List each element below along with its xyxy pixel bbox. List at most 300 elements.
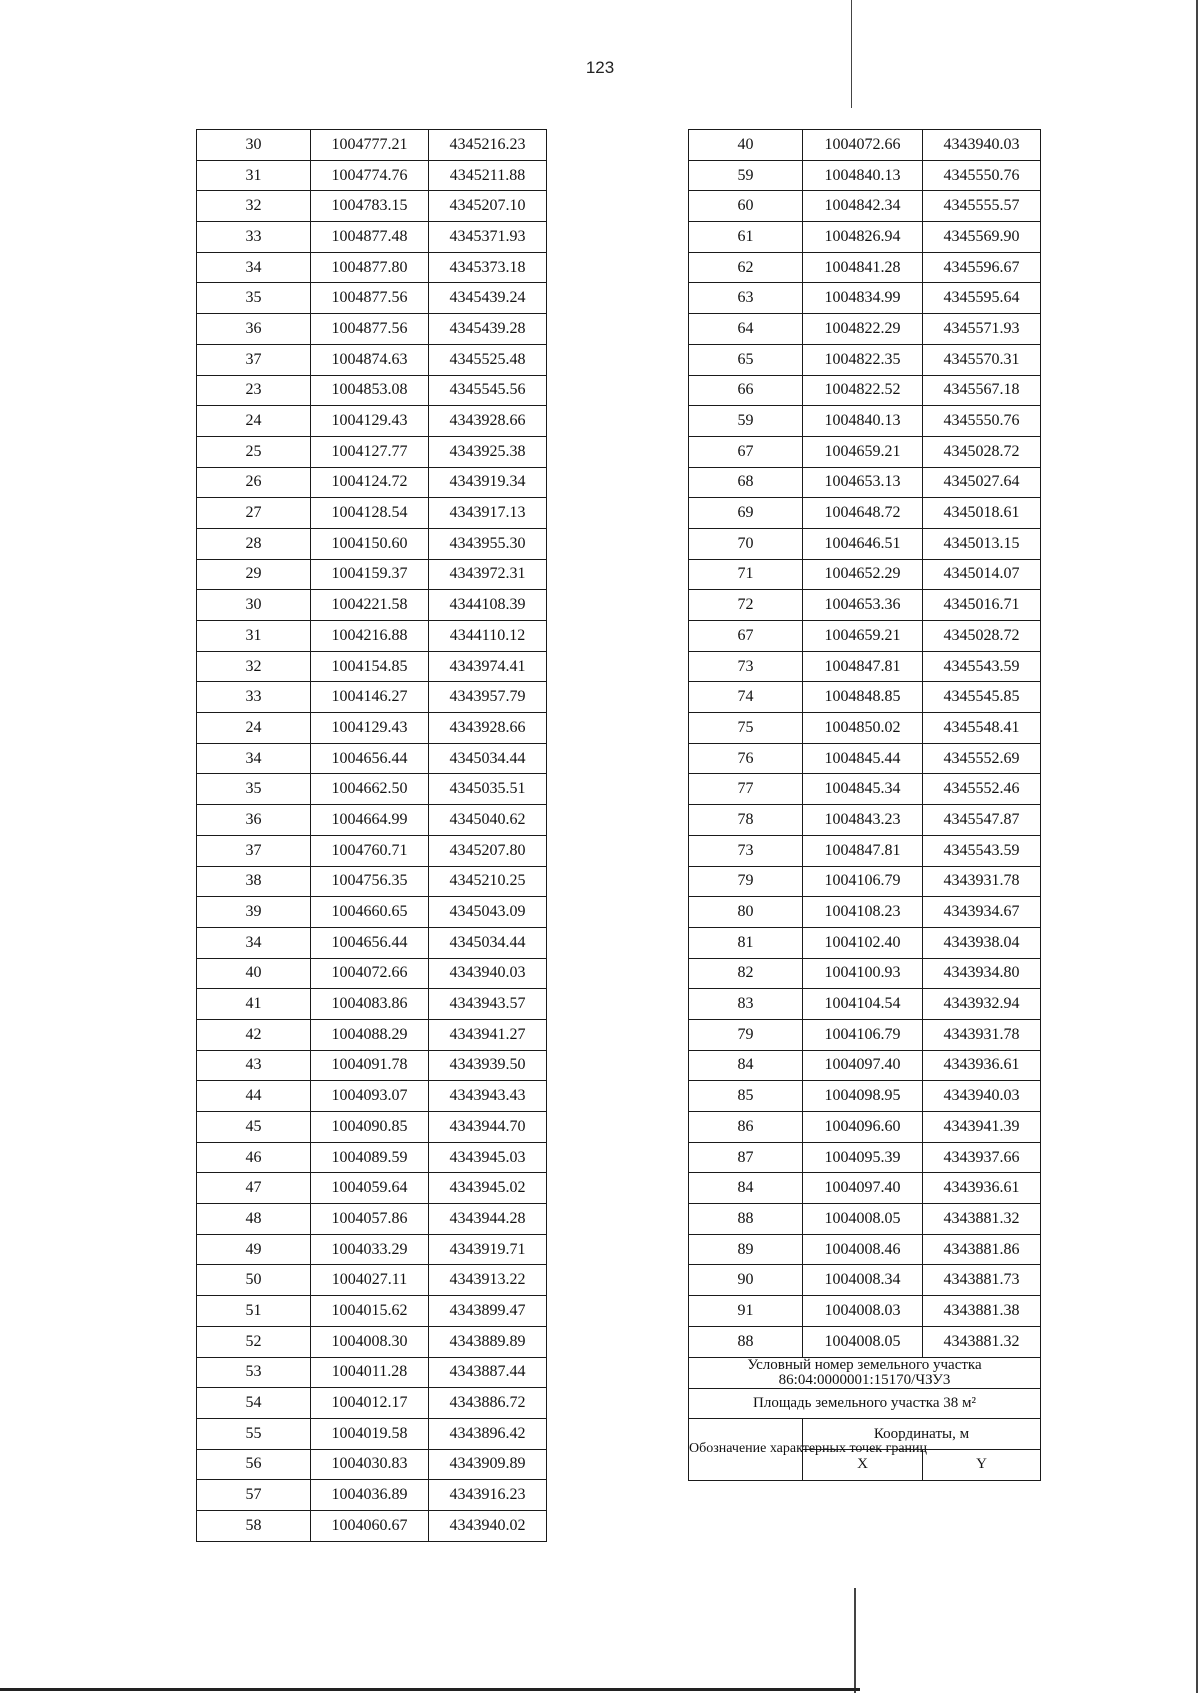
x-coordinate-cell: 1004097.40	[803, 1173, 923, 1204]
designation-header: Обозначение характерных точек границ	[689, 1419, 803, 1480]
x-coordinate-cell: 1004096.60	[803, 1112, 923, 1143]
y-coordinate-cell: 4345013.15	[923, 528, 1041, 559]
x-coordinate-cell: 1004095.39	[803, 1142, 923, 1173]
y-coordinate-cell: 4345043.09	[429, 897, 547, 928]
x-coordinate-cell: 1004822.35	[803, 344, 923, 375]
table-row	[689, 1265, 1041, 1296]
y-coordinate-cell: 4345545.56	[429, 375, 547, 406]
table-row	[197, 252, 547, 283]
point-number-cell: 79	[689, 1019, 803, 1050]
plot-area-cell: Площадь земельного участка 38 м²	[689, 1388, 1041, 1419]
point-number-cell: 55	[197, 1418, 311, 1449]
y-coordinate-cell: 4345571.93	[923, 314, 1041, 345]
x-coordinate-cell: 1004847.81	[803, 651, 923, 682]
point-number-cell: 35	[197, 283, 311, 314]
x-coordinate-cell: 1004648.72	[803, 498, 923, 529]
point-number-cell: 60	[689, 191, 803, 222]
y-coordinate-cell: 4345210.25	[429, 866, 547, 897]
x-coordinate-cell: 1004008.03	[803, 1296, 923, 1327]
x-coordinate-cell: 1004019.58	[311, 1418, 429, 1449]
table-row	[689, 1142, 1041, 1173]
y-coordinate-cell: 4343941.39	[923, 1112, 1041, 1143]
y-coordinate-cell: 4343916.23	[429, 1480, 547, 1511]
page-number: 123	[585, 58, 615, 77]
x-coordinate-cell: 1004129.43	[311, 406, 429, 437]
point-number-cell: 35	[197, 774, 311, 805]
y-coordinate-cell: 4343940.03	[923, 130, 1041, 161]
point-number-cell: 90	[689, 1265, 803, 1296]
y-coordinate-cell: 4343955.30	[429, 528, 547, 559]
y-coordinate-cell: 4343936.61	[923, 1173, 1041, 1204]
point-number-cell: 62	[689, 252, 803, 283]
point-number-cell: 36	[197, 314, 311, 345]
x-coordinate-cell: 1004822.52	[803, 375, 923, 406]
x-coordinate-cell: 1004089.59	[311, 1142, 429, 1173]
table-row	[197, 805, 547, 836]
table-row	[197, 406, 547, 437]
table-row	[689, 621, 1041, 652]
x-coordinate-cell: 1004030.83	[311, 1449, 429, 1480]
y-coordinate-cell: 4343937.66	[923, 1142, 1041, 1173]
x-coordinate-cell: 1004877.56	[311, 283, 429, 314]
y-coordinate-cell: 4345555.57	[923, 191, 1041, 222]
table-row	[689, 927, 1041, 958]
plot-area-row	[689, 1388, 1041, 1419]
y-coordinate-cell: 4345034.44	[429, 743, 547, 774]
scan-bottom-edge	[0, 1688, 860, 1691]
scan-margin-line	[1196, 0, 1198, 1693]
point-number-cell: 66	[689, 375, 803, 406]
x-coordinate-cell: 1004012.17	[311, 1388, 429, 1419]
y-coordinate-cell: 4345567.18	[923, 375, 1041, 406]
table-row	[689, 1204, 1041, 1235]
x-coordinate-cell: 1004850.02	[803, 713, 923, 744]
x-coordinate-cell: 1004100.93	[803, 958, 923, 989]
table-row	[197, 1112, 547, 1143]
y-coordinate-cell: 4343939.50	[429, 1050, 547, 1081]
y-coordinate-cell: 4343943.57	[429, 989, 547, 1020]
scan-margin-line	[851, 0, 852, 108]
table-row	[689, 314, 1041, 345]
y-coordinate-cell: 4344108.39	[429, 590, 547, 621]
table-row	[689, 467, 1041, 498]
table-row	[689, 1112, 1041, 1143]
y-coordinate-cell: 4343881.38	[923, 1296, 1041, 1327]
y-coordinate-cell: 4345543.59	[923, 651, 1041, 682]
y-coordinate-cell: 4343925.38	[429, 436, 547, 467]
table-row	[197, 927, 547, 958]
table-row	[689, 1173, 1041, 1204]
point-number-cell: 75	[689, 713, 803, 744]
x-coordinate-cell: 1004008.34	[803, 1265, 923, 1296]
y-coordinate-cell: 4345014.07	[923, 559, 1041, 590]
x-header: X	[803, 1449, 923, 1480]
x-coordinate-cell: 1004150.60	[311, 528, 429, 559]
table-row	[689, 1081, 1041, 1112]
x-coordinate-cell: 1004653.13	[803, 467, 923, 498]
y-coordinate-cell: 4343931.78	[923, 1019, 1041, 1050]
y-coordinate-cell: 4343913.22	[429, 1265, 547, 1296]
point-number-cell: 46	[197, 1142, 311, 1173]
table-row	[197, 743, 547, 774]
table-row	[197, 498, 547, 529]
point-number-cell: 67	[689, 436, 803, 467]
x-coordinate-cell: 1004826.94	[803, 222, 923, 253]
point-number-cell: 91	[689, 1296, 803, 1327]
point-number-cell: 33	[197, 222, 311, 253]
table-row	[689, 160, 1041, 191]
plot-number-value: 86:04:0000001:15170/ЧЗУ3	[778, 1371, 951, 1388]
point-number-cell: 47	[197, 1173, 311, 1204]
x-coordinate-cell: 1004834.99	[803, 283, 923, 314]
table-row	[197, 344, 547, 375]
point-number-cell: 69	[689, 498, 803, 529]
point-number-cell: 34	[197, 252, 311, 283]
y-coordinate-cell: 4345371.93	[429, 222, 547, 253]
y-coordinate-cell: 4343943.43	[429, 1081, 547, 1112]
x-coordinate-cell: 1004072.66	[311, 958, 429, 989]
x-coordinate-cell: 1004060.67	[311, 1510, 429, 1541]
x-coordinate-cell: 1004840.13	[803, 160, 923, 191]
plot-number-cell	[689, 1357, 1041, 1388]
table-row	[197, 1019, 547, 1050]
table-row	[689, 528, 1041, 559]
x-coordinate-cell: 1004853.08	[311, 375, 429, 406]
y-coordinate-cell: 4343972.31	[429, 559, 547, 590]
x-coordinate-cell: 1004760.71	[311, 835, 429, 866]
y-coordinate-cell: 4343940.03	[429, 958, 547, 989]
y-coordinate-cell: 4345543.59	[923, 835, 1041, 866]
x-coordinate-cell: 1004664.99	[311, 805, 429, 836]
x-coordinate-cell: 1004877.56	[311, 314, 429, 345]
table-row	[689, 1326, 1041, 1357]
point-number-cell: 65	[689, 344, 803, 375]
point-number-cell: 31	[197, 621, 311, 652]
table-row	[689, 989, 1041, 1020]
table-row	[197, 559, 547, 590]
table-row	[197, 467, 547, 498]
y-coordinate-cell: 4344110.12	[429, 621, 547, 652]
point-number-cell: 85	[689, 1081, 803, 1112]
y-coordinate-cell: 4345028.72	[923, 621, 1041, 652]
y-coordinate-cell: 4343919.34	[429, 467, 547, 498]
y-coordinate-cell: 4343931.78	[923, 866, 1041, 897]
point-number-cell: 24	[197, 713, 311, 744]
point-number-cell: 37	[197, 835, 311, 866]
y-coordinate-cell: 4345550.76	[923, 160, 1041, 191]
point-number-cell: 40	[689, 130, 803, 161]
point-number-cell: 36	[197, 805, 311, 836]
table-row	[197, 866, 547, 897]
y-coordinate-cell: 4343944.28	[429, 1204, 547, 1235]
x-coordinate-cell: 1004008.46	[803, 1234, 923, 1265]
y-coordinate-cell: 4345596.67	[923, 252, 1041, 283]
point-number-cell: 71	[689, 559, 803, 590]
x-coordinate-cell: 1004843.23	[803, 805, 923, 836]
header-row	[689, 1419, 1041, 1450]
x-coordinate-cell: 1004848.85	[803, 682, 923, 713]
point-number-cell: 61	[689, 222, 803, 253]
coordinates-table-left	[196, 129, 547, 1542]
table-row	[197, 774, 547, 805]
table-row	[197, 1050, 547, 1081]
point-number-cell: 58	[197, 1510, 311, 1541]
y-coordinate-cell: 4343909.89	[429, 1449, 547, 1480]
table-row	[197, 835, 547, 866]
y-coordinate-cell: 4343881.32	[923, 1326, 1041, 1357]
table-row	[197, 1142, 547, 1173]
y-coordinate-cell: 4345018.61	[923, 498, 1041, 529]
x-coordinate-cell: 1004146.27	[311, 682, 429, 713]
point-number-cell: 64	[689, 314, 803, 345]
y-coordinate-cell: 4343928.66	[429, 406, 547, 437]
table-row	[197, 897, 547, 928]
table-row	[689, 835, 1041, 866]
x-coordinate-cell: 1004015.62	[311, 1296, 429, 1327]
table-row	[197, 436, 547, 467]
x-coordinate-cell: 1004008.05	[803, 1204, 923, 1235]
x-coordinate-cell: 1004106.79	[803, 1019, 923, 1050]
point-number-cell: 81	[689, 927, 803, 958]
y-coordinate-cell: 4345525.48	[429, 344, 547, 375]
x-coordinate-cell: 1004124.72	[311, 467, 429, 498]
y-coordinate-cell: 4345550.76	[923, 406, 1041, 437]
point-number-cell: 52	[197, 1326, 311, 1357]
scan-margin-line	[854, 1588, 856, 1693]
point-number-cell: 37	[197, 344, 311, 375]
point-number-cell: 84	[689, 1050, 803, 1081]
table-row	[689, 743, 1041, 774]
point-number-cell: 24	[197, 406, 311, 437]
x-coordinate-cell: 1004774.76	[311, 160, 429, 191]
y-coordinate-cell: 4343938.04	[923, 927, 1041, 958]
table-row	[197, 1296, 547, 1327]
y-coordinate-cell: 4343919.71	[429, 1234, 547, 1265]
point-number-cell: 72	[689, 590, 803, 621]
point-number-cell: 74	[689, 682, 803, 713]
table-row	[689, 805, 1041, 836]
point-number-cell: 38	[197, 866, 311, 897]
x-coordinate-cell: 1004221.58	[311, 590, 429, 621]
y-coordinate-cell: 4343941.27	[429, 1019, 547, 1050]
y-coordinate-cell: 4343881.73	[923, 1265, 1041, 1296]
y-coordinate-cell: 4343917.13	[429, 498, 547, 529]
y-coordinate-cell: 4345040.62	[429, 805, 547, 836]
y-coordinate-cell: 4345207.10	[429, 191, 547, 222]
point-number-cell: 73	[689, 651, 803, 682]
y-coordinate-cell: 4345595.64	[923, 283, 1041, 314]
y-coordinate-cell: 4345373.18	[429, 252, 547, 283]
x-coordinate-cell: 1004659.21	[803, 436, 923, 467]
table-row	[197, 651, 547, 682]
table-row	[689, 1296, 1041, 1327]
table-row	[197, 989, 547, 1020]
x-coordinate-cell: 1004646.51	[803, 528, 923, 559]
x-coordinate-cell: 1004011.28	[311, 1357, 429, 1388]
x-coordinate-cell: 1004090.85	[311, 1112, 429, 1143]
y-coordinate-cell: 4343974.41	[429, 651, 547, 682]
y-coordinate-cell: 4345569.90	[923, 222, 1041, 253]
point-number-cell: 77	[689, 774, 803, 805]
y-coordinate-cell: 4343944.70	[429, 1112, 547, 1143]
y-coordinate-cell: 4343936.61	[923, 1050, 1041, 1081]
table-row	[197, 1326, 547, 1357]
x-coordinate-cell: 1004660.65	[311, 897, 429, 928]
point-number-cell: 31	[197, 160, 311, 191]
y-coordinate-cell: 4343889.89	[429, 1326, 547, 1357]
x-coordinate-cell: 1004059.64	[311, 1173, 429, 1204]
y-coordinate-cell: 4343881.86	[923, 1234, 1041, 1265]
table-row	[197, 1480, 547, 1511]
y-coordinate-cell: 4343928.66	[429, 713, 547, 744]
table-row	[197, 160, 547, 191]
table-row	[197, 130, 547, 161]
coordinates-table-right	[688, 129, 1041, 1481]
x-coordinate-cell: 1004652.29	[803, 559, 923, 590]
y-coordinate-cell: 4343886.72	[429, 1388, 547, 1419]
point-number-cell: 49	[197, 1234, 311, 1265]
table-row	[197, 283, 547, 314]
point-number-cell: 68	[689, 467, 803, 498]
y-coordinate-cell: 4345548.41	[923, 713, 1041, 744]
x-coordinate-cell: 1004877.80	[311, 252, 429, 283]
point-number-cell: 25	[197, 436, 311, 467]
point-number-cell: 45	[197, 1112, 311, 1143]
point-number-cell: 57	[197, 1480, 311, 1511]
x-coordinate-cell: 1004841.28	[803, 252, 923, 283]
x-coordinate-cell: 1004847.81	[803, 835, 923, 866]
x-coordinate-cell: 1004129.43	[311, 713, 429, 744]
table-row	[197, 713, 547, 744]
point-number-cell: 84	[689, 1173, 803, 1204]
table-row	[689, 283, 1041, 314]
x-coordinate-cell: 1004874.63	[311, 344, 429, 375]
point-number-cell: 23	[197, 375, 311, 406]
table-row	[197, 1234, 547, 1265]
point-number-cell: 41	[197, 989, 311, 1020]
y-coordinate-cell: 4345552.46	[923, 774, 1041, 805]
table-row	[689, 774, 1041, 805]
table-row	[197, 222, 547, 253]
table-row	[197, 314, 547, 345]
point-number-cell: 59	[689, 160, 803, 191]
x-coordinate-cell: 1004057.86	[311, 1204, 429, 1235]
y-coordinate-cell: 4345570.31	[923, 344, 1041, 375]
table-row	[197, 1173, 547, 1204]
y-coordinate-cell: 4345547.87	[923, 805, 1041, 836]
y-coordinate-cell: 4343934.80	[923, 958, 1041, 989]
x-coordinate-cell: 1004088.29	[311, 1019, 429, 1050]
table-row	[197, 375, 547, 406]
x-coordinate-cell: 1004659.21	[803, 621, 923, 652]
y-coordinate-cell: 4345211.88	[429, 160, 547, 191]
plot-number-label: Условный номер земельного участка	[747, 1356, 982, 1373]
x-coordinate-cell: 1004072.66	[803, 130, 923, 161]
x-coordinate-cell: 1004653.36	[803, 590, 923, 621]
y-coordinate-cell: 4345545.85	[923, 682, 1041, 713]
table-row	[197, 1388, 547, 1419]
table-row	[197, 1510, 547, 1541]
y-header: Y	[923, 1449, 1041, 1480]
y-coordinate-cell: 4343940.02	[429, 1510, 547, 1541]
table-row	[689, 375, 1041, 406]
point-number-cell: 88	[689, 1204, 803, 1235]
table-row	[689, 1050, 1041, 1081]
y-coordinate-cell: 4343957.79	[429, 682, 547, 713]
table-row	[689, 1234, 1041, 1265]
point-number-cell: 30	[197, 590, 311, 621]
table-row	[197, 191, 547, 222]
y-coordinate-cell: 4343934.67	[923, 897, 1041, 928]
x-coordinate-cell: 1004033.29	[311, 1234, 429, 1265]
x-coordinate-cell: 1004756.35	[311, 866, 429, 897]
x-coordinate-cell: 1004777.21	[311, 130, 429, 161]
x-coordinate-cell: 1004840.13	[803, 406, 923, 437]
y-coordinate-cell: 4345439.28	[429, 314, 547, 345]
point-number-cell: 40	[197, 958, 311, 989]
table-row	[197, 682, 547, 713]
y-coordinate-cell: 4345552.69	[923, 743, 1041, 774]
table-row	[689, 436, 1041, 467]
table-row	[197, 1265, 547, 1296]
table-row	[197, 528, 547, 559]
x-coordinate-cell: 1004216.88	[311, 621, 429, 652]
y-coordinate-cell: 4345216.23	[429, 130, 547, 161]
y-coordinate-cell: 4345035.51	[429, 774, 547, 805]
y-coordinate-cell: 4345207.80	[429, 835, 547, 866]
point-number-cell: 30	[197, 130, 311, 161]
point-number-cell: 63	[689, 283, 803, 314]
point-number-cell: 76	[689, 743, 803, 774]
x-coordinate-cell: 1004822.29	[803, 314, 923, 345]
y-coordinate-cell: 4343945.02	[429, 1173, 547, 1204]
point-number-cell: 50	[197, 1265, 311, 1296]
x-coordinate-cell: 1004008.05	[803, 1326, 923, 1357]
y-coordinate-cell: 4343945.03	[429, 1142, 547, 1173]
y-coordinate-cell: 4345028.72	[923, 436, 1041, 467]
point-number-cell: 54	[197, 1388, 311, 1419]
point-number-cell: 53	[197, 1357, 311, 1388]
table-row	[197, 958, 547, 989]
point-number-cell: 48	[197, 1204, 311, 1235]
point-number-cell: 59	[689, 406, 803, 437]
y-coordinate-cell: 4345034.44	[429, 927, 547, 958]
table-row	[689, 252, 1041, 283]
y-coordinate-cell: 4343899.47	[429, 1296, 547, 1327]
y-coordinate-cell: 4343896.42	[429, 1418, 547, 1449]
point-number-cell: 33	[197, 682, 311, 713]
point-number-cell: 56	[197, 1449, 311, 1480]
table-row	[689, 191, 1041, 222]
x-coordinate-cell: 1004104.54	[803, 989, 923, 1020]
point-number-cell: 51	[197, 1296, 311, 1327]
x-coordinate-cell: 1004027.11	[311, 1265, 429, 1296]
y-coordinate-cell: 4343932.94	[923, 989, 1041, 1020]
y-coordinate-cell: 4345027.64	[923, 467, 1041, 498]
point-number-cell: 70	[689, 528, 803, 559]
point-number-cell: 82	[689, 958, 803, 989]
table-row	[689, 713, 1041, 744]
point-number-cell: 34	[197, 927, 311, 958]
x-coordinate-cell: 1004127.77	[311, 436, 429, 467]
table-row	[689, 682, 1041, 713]
x-coordinate-cell: 1004083.86	[311, 989, 429, 1020]
x-coordinate-cell: 1004106.79	[803, 866, 923, 897]
table-row	[689, 130, 1041, 161]
x-coordinate-cell: 1004128.54	[311, 498, 429, 529]
x-coordinate-cell: 1004097.40	[803, 1050, 923, 1081]
point-number-cell: 43	[197, 1050, 311, 1081]
